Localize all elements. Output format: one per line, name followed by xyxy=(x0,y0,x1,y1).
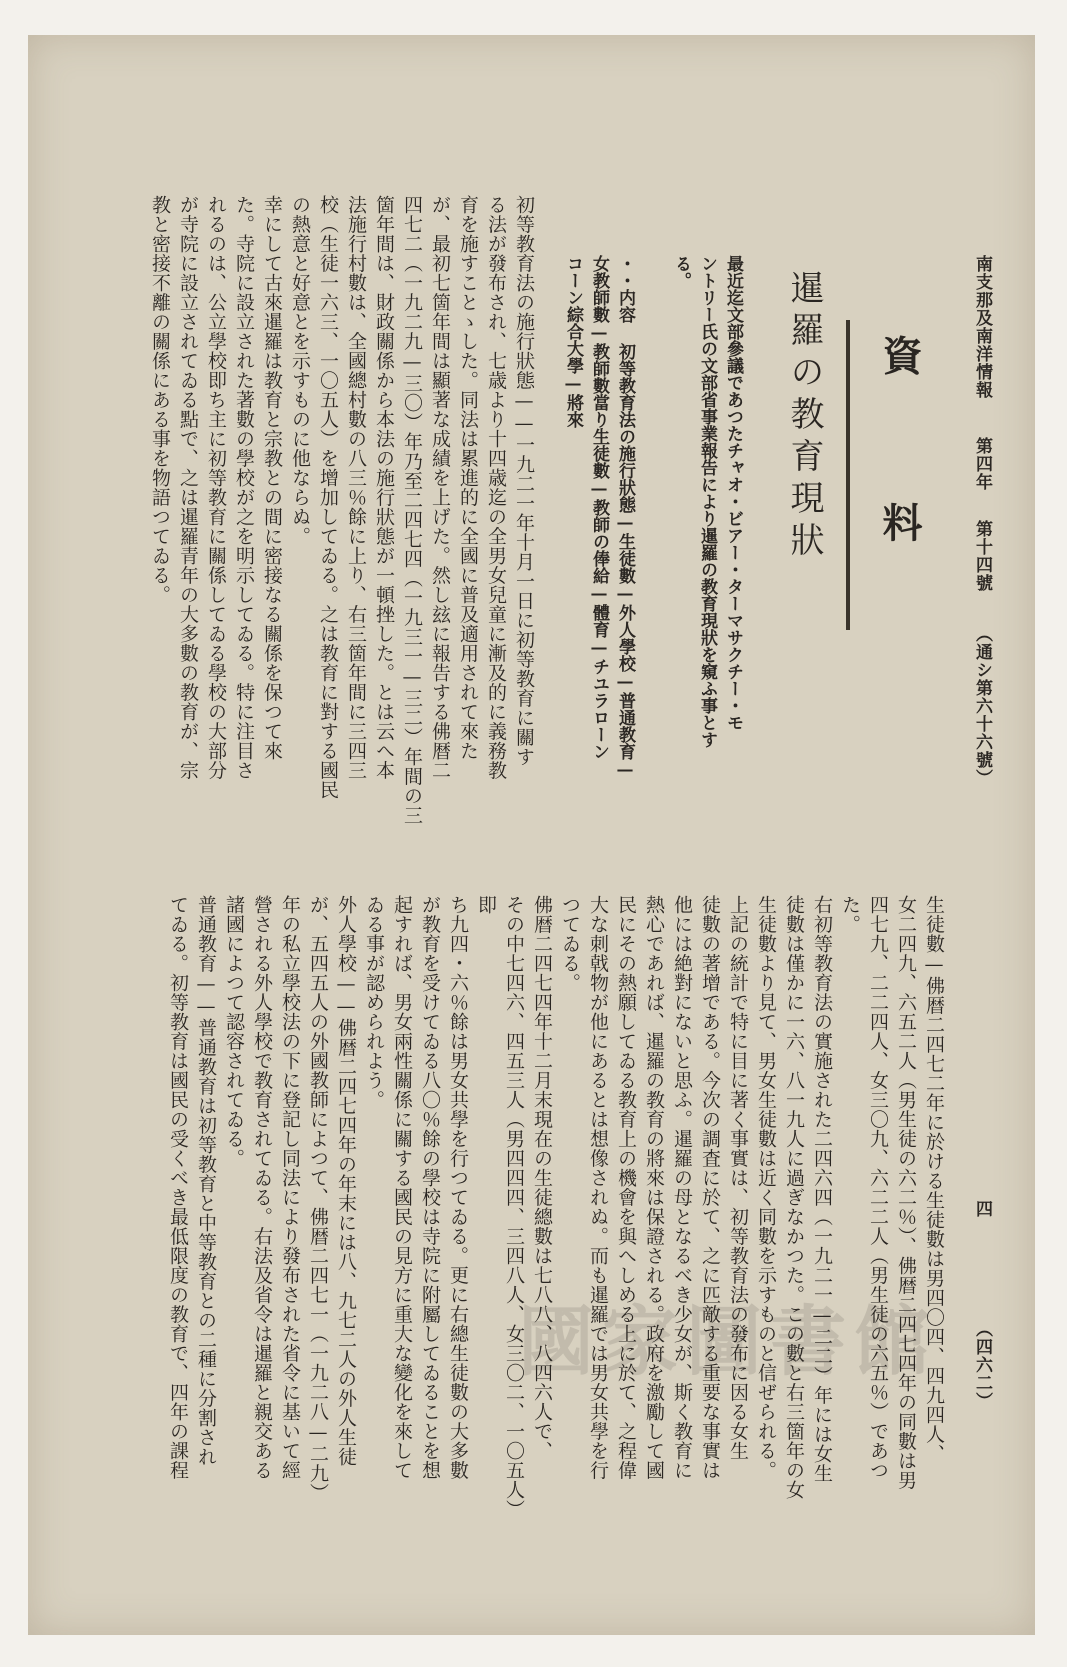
body-line: 徒數は僅かに一六、八一九人に過ぎなかつた。この數と右三箇年の女 xyxy=(783,895,805,1500)
library-watermark: 國家圖書館 xyxy=(518,1296,938,1386)
body-line: 箇年間は、財政關係から本法の施行狀態が一頓挫した。とは云へ本 xyxy=(373,195,395,780)
body-line: る法が發布され、七歳より十四歳迄の全男女兒童に漸及的に義務教 xyxy=(485,195,507,780)
body-line: 生徒數より見て、男女生徒數は近く同數を示すものと信ぜられる。 xyxy=(755,895,777,1480)
body-line: ゐる事が認められよう。 xyxy=(363,895,385,1110)
section-rule xyxy=(846,320,850,630)
body-line: 大な刺戟物が他にあるとは想像されぬ。而も暹羅では男女共學を行 xyxy=(587,895,609,1480)
body-line: 法施行村數は、全國總村數の八三％餘に上り、右三箇年間に三四三 xyxy=(345,195,367,780)
body-line: つてゐる。 xyxy=(559,895,581,993)
body-line: 諸國によつて認容されてゐる。 xyxy=(223,895,245,1168)
contents-block xyxy=(560,255,638,855)
article-title: 暹羅の教育現狀 xyxy=(784,270,824,564)
body-line: の熱意と好意とを示すものに他ならぬ。 xyxy=(289,195,311,546)
upper-body xyxy=(48,195,538,845)
body-line: れるのは、公立學校即ち主に初等教育に關係してゐる學校の大部分 xyxy=(205,195,227,780)
section-label: 資 料 xyxy=(876,335,923,582)
body-line: 育を施すことゝした。同法は累進的に全國に普及適用されて來た xyxy=(457,195,479,761)
contents-line: コーン綜合大學—將來 xyxy=(563,255,583,428)
body-line: ち九四・六％餘は男女共學を行つてゐる。更に右總生徒數の大多數 xyxy=(447,895,469,1480)
body-line: 普通教育——普通教育は初等教育と中等教育との二種に分割され xyxy=(195,895,217,1467)
body-line: 民にその熱願してゐる教育上の機會を與へしめる上に於て、之程偉 xyxy=(615,895,637,1480)
body-line: が寺院に設立されてゐる點で、之は暹羅青年の大多數の教育が、宗 xyxy=(177,195,199,780)
body-line: その中七四六、四五三人（男四四四、三四八人、女三〇二、一〇五人）即 xyxy=(475,895,525,1510)
document-page xyxy=(28,35,1035,1635)
body-line: 起すれば、男女兩性關係に關する國民の見方に重大な變化を來して xyxy=(391,895,413,1480)
intro-line: る。 xyxy=(671,255,691,289)
body-line: 教と密接不離の關係にある事を物語つてゐる。 xyxy=(149,195,171,605)
body-line: が、最初七箇年間は顯著な成績を上げた。然し玆に報告する佛暦二 xyxy=(429,195,451,780)
body-line: 初等教育法の施行狀態——一九二一年十月一日に初等教育に關す xyxy=(513,195,535,767)
body-line: 外人學校——佛暦二四七四年の年末には八、九七二人の外人生徒 xyxy=(335,895,357,1467)
body-line: 上記の統計で特に目に著く事實は、初等教育法の發布に因る女生 xyxy=(727,895,749,1461)
intro-line: ントリー氏の文部省事業報告により暹羅の教育現狀を窺ふ事とす xyxy=(697,255,717,748)
body-line: 熱心であれば、暹羅の教育の將來は保證される。政府を激勵して國 xyxy=(643,895,665,1480)
body-line: 校（生徒一六三、一〇五人）を增加してゐる。之は教育に對する國民 xyxy=(317,195,339,800)
intro-line: 最近迄文部參議であつたチャオ・ビアー・ターマサクチー・モ xyxy=(723,255,743,731)
issue-label: 第十四號 xyxy=(972,520,992,592)
page-number-paren: （四六二） xyxy=(972,1320,992,1410)
body-line: 營される外人學校で教育されてゐる。右法及省令は暹羅と親交ある xyxy=(251,895,273,1480)
volume-label: 第四年 xyxy=(972,437,992,491)
body-line: た。寺院に設立された著數の學校が之を明示してゐる。特に注目さ xyxy=(233,195,255,780)
body-line: 生徒數—佛暦二四七二年に於ける生徒數は男四〇四、四九四人、 xyxy=(923,895,945,1464)
contents-line: ・・内容 初等教育法の施行狀態—生徒數—外人學校—普通教育— xyxy=(615,255,635,780)
body-line: てゐる。初等教育は國民の受くべき最低限度の教育で、四年の課程 xyxy=(167,895,189,1480)
body-line: 幸にして古來暹羅は教育と宗教との間に密接なる關係を保つて來 xyxy=(261,195,283,761)
body-line: 他には絶對にないと思ふ。暹羅の母となるべき少女が、斯く教育に xyxy=(671,895,693,1480)
body-line: 佛暦二四七四年十二月末現在の生徒總數は七八八、八四六人で、 xyxy=(531,895,553,1461)
body-line: 徒數の著增である。今次の調査に於て、之に匹敵する重要な事實は xyxy=(699,895,721,1480)
serial-number: （通シ第六十六號） xyxy=(972,625,992,787)
body-line: 四七九、二二四人、女三〇九、六二二人（男生徒の六五％）であつた。 xyxy=(839,895,889,1480)
body-line: 女二四九、六五二人（男生徒の六二％）、佛暦二四七四年の同數は男 xyxy=(895,895,917,1490)
body-line: が教育を受けてゐる八〇％餘の學校は寺院に附屬してゐることを想 xyxy=(419,895,441,1480)
intro-block xyxy=(668,255,746,855)
body-line: 右初等教育法の實施された二四六四（一九二一—二二）年には女生 xyxy=(811,895,833,1483)
page-number-kanji: 四 xyxy=(972,1200,992,1218)
contents-line: 女教師數—教師數當り生徒數—教師の俸給—體育—チユラローン xyxy=(589,255,609,760)
journal-title: 南支那及南洋情報 xyxy=(972,255,992,399)
body-line: が、五四五人の外國教師によつて、佛暦二四七一（一九二八—二九） xyxy=(307,895,329,1503)
body-line: 年の私立學校法の下に登記し同法により發布された省令に基いて經 xyxy=(279,895,301,1480)
body-line: 四七二（一九二九—三〇）年乃至二四七四（一九三一—三二）年間の三 xyxy=(401,195,423,825)
